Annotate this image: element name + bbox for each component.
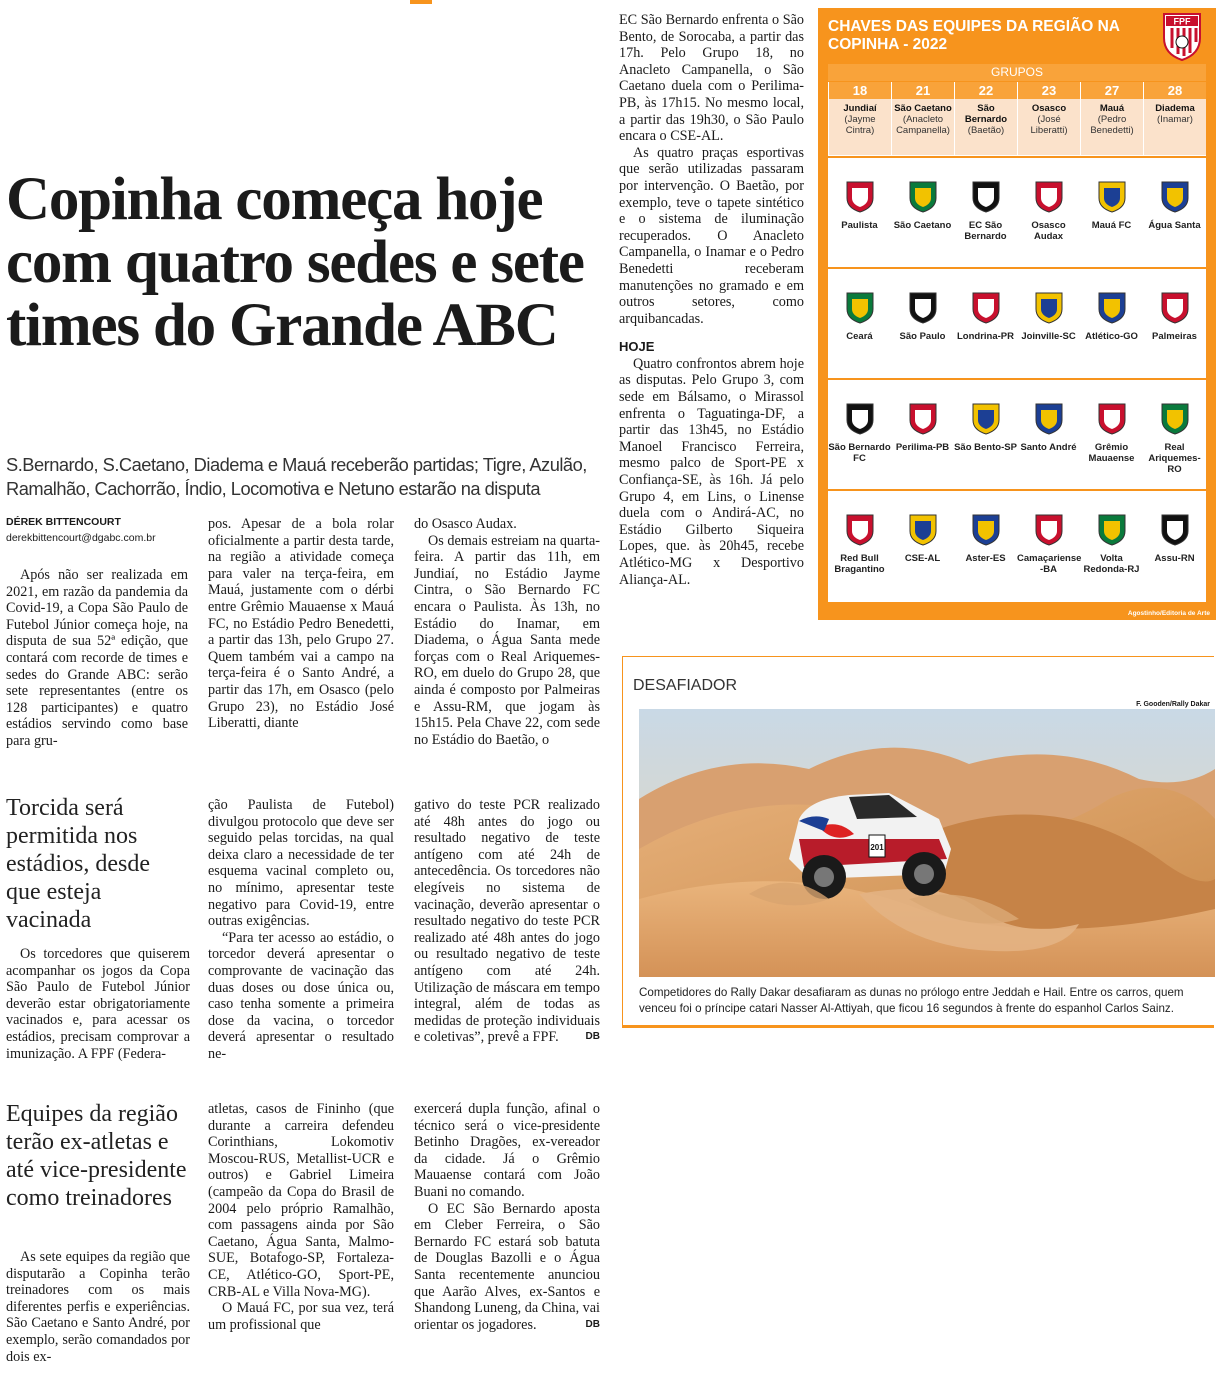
group-venue	[954, 99, 1017, 155]
team-cell	[1080, 267, 1143, 368]
team-crest-icon	[1160, 180, 1190, 214]
group-number: 28	[1143, 82, 1206, 99]
group-venue-city: Mauá	[1099, 103, 1125, 114]
equipes-heading: Equipes da região terão ex-atletas e até vice-presidente como treinadores	[6, 1101, 187, 1211]
team-cell	[1017, 378, 1080, 479]
fpf-logo-text: FPF	[1173, 16, 1191, 27]
right-col	[619, 12, 804, 588]
team-name: Assu-RN	[1154, 553, 1195, 564]
subhead: S.Bernardo, S.Caetano, Diadema e Mauá receberão partidas; Tigre, Azulão, Ramalhão, Cachorrão, Índio, Locomotiva e Netuno estarão na disputa	[6, 454, 587, 499]
team-crest-icon	[908, 513, 938, 547]
team-crest-icon	[971, 180, 1001, 214]
groups-bar: GRUPOS	[828, 64, 1206, 81]
team-name: Atlético-GO	[1085, 331, 1138, 342]
team-name: Santo André	[1020, 442, 1077, 453]
equipes-col-1	[6, 1249, 190, 1365]
equipes-p3b	[414, 1201, 600, 1334]
team-crest-icon	[971, 513, 1001, 547]
team-cell	[1143, 156, 1206, 257]
team-name: EC São Bernardo	[964, 220, 1007, 242]
team-crest-icon	[971, 402, 1001, 436]
group-column-23	[1017, 82, 1080, 602]
team-name: Camaçariense -BA	[1017, 553, 1082, 575]
team-name: Ceará	[846, 331, 873, 342]
team-name: Perilima-PB	[895, 442, 950, 453]
photo-credit: F. Gooden/Rally Dakar	[1136, 701, 1210, 708]
team-name: Aster-ES	[965, 553, 1006, 564]
team-crest-icon	[1034, 402, 1064, 436]
torcida-p3	[414, 797, 600, 1046]
team-name: Paulista	[841, 220, 878, 231]
team-cell	[954, 156, 1017, 257]
team-cell	[1143, 267, 1206, 368]
group-venue-stadium: (Jayme Cintra)	[844, 114, 876, 136]
team-name: CSE-AL	[904, 553, 941, 564]
group-number: 23	[1017, 82, 1080, 99]
team-cell	[891, 378, 954, 479]
team-crest-icon	[971, 291, 1001, 325]
team-name: Joinville-SC	[1021, 331, 1076, 342]
team-name: Grêmio Mauaense	[1088, 442, 1135, 464]
intro-col-1	[6, 567, 188, 750]
group-column-18	[828, 82, 891, 602]
team-crest-icon	[1160, 291, 1190, 325]
group-venue	[828, 99, 891, 155]
equipes-p3b-text: O EC São Bernardo aposta em Cleber Ferreira, o São Bernardo FC estará sob batuta de Douglas Bazolli e o Água Santa recentemente anunciou que Aarão Alves, ex-Santos e Shandong Luneng, da China, vai orientar os jogadores.	[414, 1200, 600, 1333]
intro-p2: pos. Apesar de a bola rolar oficialmente a partir desta tarde, na região a atividade começa para valer na terça-feira, em Mauá, justamente com o dérbi entre Grêmio Mauaense x Mauá FC, no Estádio Pedro Benedetti, a partir das 13h, pelo Grupo 27. Quem também vai a campo na terça-feira é o Santo André, a partir das 17h, em Osasco (pelo Grupo 23), no Estádio José Liberatti, diante	[208, 516, 394, 732]
group-venue-city: Diadema	[1155, 103, 1195, 114]
equipes-col-3	[414, 1101, 600, 1333]
team-cell	[891, 156, 954, 257]
team-name: Real Ariquemes-RO	[1148, 442, 1201, 475]
team-crest-icon	[845, 291, 875, 325]
team-cell	[828, 156, 891, 257]
byline-name: DÉREK BITTENCOURT	[6, 516, 121, 528]
torcida-col-3	[414, 797, 600, 1046]
byline-email[interactable]: derekbittencourt@dgabc.com.br	[6, 532, 156, 544]
group-venue	[1143, 99, 1206, 155]
group-venue-city: Osasco	[1031, 103, 1067, 114]
group-venue	[1017, 99, 1080, 155]
team-name: São Bento-SP	[954, 442, 1017, 453]
team-crest-icon	[845, 513, 875, 547]
equipes-col-2	[208, 1101, 394, 1333]
infographic-title: CHAVES DAS EQUIPES DA REGIÃO NA COPINHA - 2022	[828, 18, 1120, 53]
team-crest-icon	[845, 402, 875, 436]
group-venue-stadium: (Anacleto Campanella)	[896, 114, 950, 136]
intro-p3b: Os demais estreiam na quarta-feira. A partir das 11h, em Jundiaí, no Estádio Jayme Cintra, o São Bernardo FC encara o Paulista. Às 13h, no Estádio do Inamar, em Diadema, o Água Santa mede forças com o Real Ariquemes-RO, em duelo do Grupo 28, que ainda é composto por Palmeiras e Assu-RM, que jogam às 15h15. Pela Chave 22, com sede no Estádio do Baetão, o	[414, 532, 600, 748]
group-venue-stadium: (Pedro Benedetti)	[1090, 114, 1134, 136]
equipes-p2b: O Mauá FC, por sua vez, terá um profissional que	[208, 1300, 394, 1333]
car-number: 201	[870, 843, 884, 852]
team-cell	[1080, 156, 1143, 257]
group-venue-city: São Bernardo	[964, 103, 1008, 125]
team-crest-icon	[1160, 513, 1190, 547]
team-name: Osasco Audax	[1031, 220, 1066, 242]
team-crest-icon	[1034, 513, 1064, 547]
team-name: Palmeiras	[1152, 331, 1197, 342]
team-crest-icon	[1097, 291, 1127, 325]
headline: Copinha começa hoje com quatro sedes e sete times do Grande ABC	[6, 166, 584, 359]
torcida-heading: Torcida será permitida nos estádios, desde que esteja vacinada	[6, 795, 150, 933]
torcida-p3-text: gativo do teste PCR realizado até 48h antes do jogo ou resultado negativo de teste antígeno com até 24h de antecedência. Os torcedores não elegíveis no sistema de vacinação, deverão apresentar o resultado negativo do teste PCR realizado até 48h antes do jogo ou resultado negativo de teste antígeno com até 24h. Utilização de máscara em tempo integral, além de todas as medidas de proteção individuais e coletivas”, prevê a FPF.	[414, 797, 600, 1046]
group-number: 21	[891, 82, 954, 99]
equipes-p3a: exercerá dupla função, afinal o técnico será o vice-presidente Betinho Dragões, ex-vereador da cidade. Já o Grêmio Mauaense contará com João Buani no comando.	[414, 1101, 600, 1200]
right-p1: EC São Bernardo enfrenta o São Bento, de Sorocaba, a partir das 17h. Pelo Grupo 18, no Anacleto Campanella, o São Caetano duela com o Perilima-PB, às 17h15. No mesmo local, a partir das 19h30, o São Paulo encara o CSE-AL.	[619, 12, 804, 145]
team-crest-icon	[1034, 180, 1064, 214]
team-crest-icon	[1034, 291, 1064, 325]
photo-label: DESAFIADOR	[633, 677, 738, 694]
group-number: 27	[1080, 82, 1143, 99]
team-cell	[954, 378, 1017, 479]
group-number: 18	[828, 82, 891, 99]
torcida-col-2	[208, 797, 394, 1063]
group-venue-stadium: (Baetão)	[967, 125, 1005, 136]
team-crest-icon	[908, 402, 938, 436]
group-column-27	[1080, 82, 1143, 602]
team-name: Volta Redonda-RJ	[1083, 553, 1140, 575]
torcida-tag: DB	[585, 1031, 600, 1043]
team-name: São Caetano	[893, 220, 952, 231]
right-p2: As quatro praças esportivas que serão utilizadas passaram por intervenção. O Baetão, por exemplo, teve o tapete sintético e o sistema de iluminação recuperados. O Anacleto Campanella, o Inamar e o Pedro Benedetti receberam manutenções no gramado e em outros setores, como arquibancadas.	[619, 144, 804, 327]
torcida-p1: Os torcedores que quiserem acompanhar os jogos da Copa São Paulo de Futebol Júnior deverão estar obrigatoriamente vacinados e, para acessar os estádios, precisam comprovar a imunização. A FPF (Federa-	[6, 946, 190, 1062]
team-cell	[1143, 378, 1206, 479]
team-cell	[1017, 267, 1080, 368]
group-venue	[1080, 99, 1143, 155]
team-crest-icon	[1097, 513, 1127, 547]
team-cell	[1017, 156, 1080, 257]
team-crest-icon	[1160, 402, 1190, 436]
team-name: Red Bull Bragantino	[834, 553, 885, 575]
team-cell	[1017, 489, 1080, 590]
team-cell	[828, 489, 891, 590]
equipes-p1: As sete equipes da região que disputarão a Copinha terão treinadores com os mais diferentes perfis e experiências. São Caetano e Santo André, por exemplo, serão comandados por dois ex-	[6, 1249, 190, 1365]
group-venue-city: São Caetano	[894, 103, 952, 114]
torcida-p2b: “Para ter acesso ao estádio, o torcedor deverá apresentar o comprovante de vacinação das duas doses ou dose única ou, caso tenha somente a primeira dose da vacina, o torcedor deverá apresentar o resultado ne-	[208, 929, 394, 1062]
torcida-col-1	[6, 946, 190, 1062]
group-venue-stadium: (José Liberatti)	[1030, 114, 1068, 136]
team-cell	[1080, 378, 1143, 479]
team-cell	[1080, 489, 1143, 590]
team-crest-icon	[845, 180, 875, 214]
group-number: 22	[954, 82, 1017, 99]
group-column-28	[1143, 82, 1206, 602]
team-cell	[954, 267, 1017, 368]
torcida-p2a: ção Paulista de Futebol) divulgou protocolo que deve ser seguido pelas torcidas, na qual deixa claro a necessidade de ter esquema vacinal completo ou, no mínimo, apresentar teste negativo para Covid-19, entre outras exigências.	[208, 797, 394, 930]
team-crest-icon	[908, 291, 938, 325]
top-orange-mark	[410, 0, 432, 4]
team-name: Mauá FC	[1091, 220, 1132, 231]
team-crest-icon	[908, 180, 938, 214]
photo-caption: Competidores do Rally Dakar desafiaram as dunas no prólogo entre Jeddah e Hail. Entre os carros, quem venceu foi o príncipe catari Nasser Al-Attiyah, que ficou 16 segundos à frente do espanhol Carlos Sainz.	[639, 986, 1184, 1015]
team-cell	[954, 489, 1017, 590]
team-name: Londrina-PR	[957, 331, 1014, 342]
byline	[6, 516, 156, 544]
intro-col-2	[208, 516, 394, 732]
team-name: São Paulo	[899, 331, 946, 342]
rally-dakar-photo	[639, 709, 1215, 977]
groups-infographic	[818, 8, 1216, 620]
team-cell	[891, 489, 954, 590]
photo-box	[622, 656, 1214, 1028]
intro-p3a: do Osasco Audax.	[414, 516, 517, 532]
fpf-crest-icon	[1162, 12, 1202, 62]
team-name: São Bernardo FC	[828, 442, 891, 464]
team-crest-icon	[1097, 180, 1127, 214]
intro-col-3	[414, 516, 600, 748]
team-cell	[891, 267, 954, 368]
team-cell	[828, 378, 891, 479]
groups-grid	[828, 82, 1206, 602]
infographic-credit: Agostinho/Editoria de Arte	[1127, 610, 1210, 617]
right-p3: Quatro confrontos abrem hoje as disputas. Pelo Grupo 3, com sede em Bálsamo, o Mirassol enfrenta o Taguatinga-DF, a partir das 13h45, no Estádio Manoel Francisco Ferreira, mesmo palco de Sport-PE x Confiança-SE, às 16h. Já pelo Grupo 4, em Lins, o Linense duela com o Andirá-AC, no Estádio Gilberto Siqueira Lopes, que. às 20h45, recebe Atlético-MG x Desportivo Aliança-AL.	[619, 355, 804, 588]
equipes-p2a: atletas, casos de Fininho (que durante a carreira defendeu Corinthians, Lokomotiv Moscou-RUS, Metallist-UCR e outros) e Gabriel Limeira (campeão da Copa do Brasil de 2004 pelo próprio Ramalhão, com passagens ainda por São Caetano, Água Santa, Malmo-SUE, Botafogo-SP, Fortaleza-CE, Atlético-GO, Sport-PE, CRB-AL e Villa Nova-MG).	[208, 1101, 394, 1300]
group-venue-city: Jundiaí	[843, 103, 877, 114]
equipes-tag: DB	[585, 1318, 600, 1330]
group-venue-stadium: (Inamar)	[1157, 114, 1193, 125]
intro-p1: Após não ser realizada em 2021, em razão da pandemia da Covid-19, a Copa São Paulo de Futebol Júnior começa hoje, na disputa de sua 52ª edição, que contará com recorde de times e sedes do Grande ABC: serão sete representantes (entre os 128 participantes) e quatro estádios servindo como base para gru-	[6, 567, 188, 749]
group-venue	[891, 99, 954, 155]
group-column-22	[954, 82, 1017, 602]
group-column-21	[891, 82, 954, 602]
team-cell	[1143, 489, 1206, 590]
team-name: Água Santa	[1148, 220, 1201, 231]
team-cell	[828, 267, 891, 368]
team-crest-icon	[1097, 402, 1127, 436]
right-label-hoje: HOJE	[619, 339, 655, 355]
